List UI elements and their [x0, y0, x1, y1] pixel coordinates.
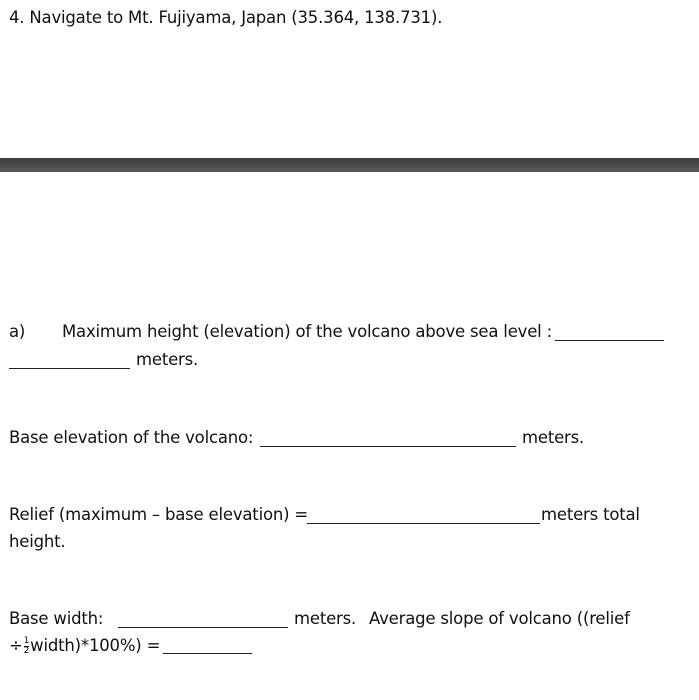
divide-sign: ÷	[9, 636, 23, 655]
relief-answer-blank[interactable]	[307, 523, 540, 524]
slope-answer-blank[interactable]	[163, 653, 252, 654]
base-width-unit: meters.	[294, 609, 357, 628]
base-elevation-answer-blank[interactable]	[260, 446, 516, 447]
base-elevation-unit: meters.	[522, 428, 585, 447]
fraction-numerator: 1	[23, 636, 30, 646]
base-elevation-prompt: Base elevation of the volcano:	[9, 428, 254, 447]
slope-formula	[9, 636, 160, 656]
slope-prompt: Average slope of volcano ((relief	[369, 609, 630, 628]
relief-continuation: height.	[9, 532, 66, 551]
half-fraction	[24, 637, 30, 656]
base-width-prompt: Base width:	[9, 609, 104, 628]
question-title: 4. Navigate to Mt. Fujiyama, Japan (35.364, 138.731).	[9, 8, 443, 27]
max-height-answer-blank-cont[interactable]	[9, 368, 130, 369]
max-height-answer-blank[interactable]	[555, 340, 664, 341]
part-a-label: a)	[9, 322, 26, 341]
relief-unit: meters total	[541, 505, 640, 524]
max-height-prompt: Maximum height (elevation) of the volcano above sea level :	[62, 322, 552, 341]
max-height-unit: meters.	[136, 350, 199, 369]
fraction-denominator: 2	[23, 646, 30, 656]
base-width-answer-blank[interactable]	[118, 627, 288, 628]
relief-prompt: Relief (maximum – base elevation) =	[9, 505, 309, 524]
section-divider	[0, 158, 699, 172]
slope-formula-rest: width)*100%) =	[30, 636, 161, 655]
